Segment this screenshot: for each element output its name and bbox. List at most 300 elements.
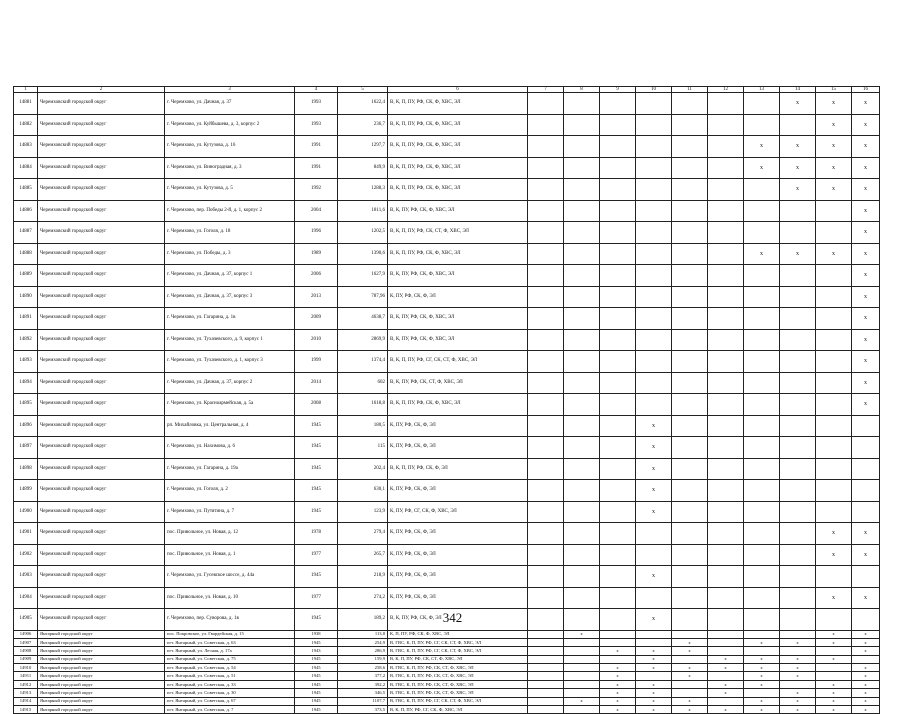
mark-cell-col12: x [708,655,744,663]
mark-cell-col13 [744,523,780,545]
mark-cell-col14 [780,415,816,437]
mark-cell-col13 [744,222,780,244]
mark-cell-col13 [744,179,780,201]
row-id-cell: 14914 [14,697,38,705]
row-id-cell: 14898 [14,458,38,480]
mark-cell-col8: x [564,630,600,638]
mark-cell-col9 [600,458,636,480]
area-cell: 159,9 [338,655,388,663]
mark-cell-col8 [564,458,600,480]
mark-cell-col13 [744,544,780,566]
table-row [14,523,880,545]
mark-cell-col15 [816,437,852,459]
mark-cell-col14: x [780,93,816,115]
row-id-cell: 14883 [14,136,38,158]
mark-cell-col11: x [672,672,708,680]
mark-cell-col10: x [636,706,672,714]
mark-cell-col10 [636,136,672,158]
mark-cell-col9 [600,329,636,351]
mark-cell-col10 [636,308,672,330]
mark-cell-col7 [528,308,564,330]
mark-cell-col16: x [852,587,880,609]
mark-cell-col7 [528,114,564,136]
mark-cell-col13 [744,458,780,480]
mark-cell-col8 [564,689,600,697]
mark-cell-col12 [708,544,744,566]
address-cell: г. Черемхово, ул. Победы, д. 3 [165,243,295,265]
elements-cell: К, П, ПУ, РФ, СК, Ф, ХВС, ЭЛ [388,630,528,638]
mark-cell-col14 [780,566,816,588]
mark-cell-col8 [564,372,600,394]
mark-cell-col10 [636,93,672,115]
mark-cell-col16: x [852,630,880,638]
mark-cell-col16: x [852,680,880,688]
mark-cell-col15 [816,329,852,351]
mark-cell-col10 [636,544,672,566]
area-cell: 1618,8 [338,394,388,416]
mark-cell-col12: x [708,689,744,697]
table-row [14,655,880,663]
mark-cell-col10: x [636,415,672,437]
mark-cell-col13 [744,265,780,287]
address-cell: г. Черемхово, ул. Тухачевского, д. 9, корпус 1 [165,329,295,351]
area-cell: 602 [338,372,388,394]
mark-cell-col11 [672,655,708,663]
mark-cell-col11 [672,630,708,638]
mark-cell-col8 [564,243,600,265]
mark-cell-col16 [852,480,880,502]
district-cell: Черемховский городской округ [38,93,165,115]
area-cell: 392,2 [338,680,388,688]
mark-cell-col12 [708,136,744,158]
mark-cell-col15 [816,664,852,672]
district-cell: Черемховский городской округ [38,437,165,459]
mark-cell-col10: x [636,647,672,655]
mark-cell-col9 [600,437,636,459]
mark-cell-col12 [708,157,744,179]
mark-cell-col10: x [636,566,672,588]
district-cell: Черемховский городской округ [38,308,165,330]
mark-cell-col7 [528,93,564,115]
district-cell: Черемховский городской округ [38,157,165,179]
year-cell: 1999 [295,351,338,373]
row-id-cell: 14896 [14,415,38,437]
mark-cell-col15: x [816,93,852,115]
mark-cell-col14 [780,647,816,655]
mark-cell-col15: x [816,706,852,714]
mark-cell-col10: x [636,437,672,459]
mark-cell-col8 [564,480,600,502]
district-cell: Янтарный городской округ [38,689,165,697]
mark-cell-col9 [600,372,636,394]
mark-cell-col16: x [852,544,880,566]
elements-cell: В, ГВС, К, П, ПУ, РФ, СК, СТ, Ф, ХВС, ЭЛ [388,689,528,697]
mark-cell-col9: x [600,706,636,714]
mark-cell-col11 [672,458,708,480]
mark-cell-col15 [816,200,852,222]
mark-cell-col9 [600,351,636,373]
mark-cell-col13 [744,93,780,115]
column-number-1: 1 [14,87,38,93]
mark-cell-col11: x [672,697,708,705]
mark-cell-col11 [672,372,708,394]
area-cell: 258,6 [338,664,388,672]
mark-cell-col9: x [600,647,636,655]
elements-cell: В, ГВС, К, П, ПУ, РФ, СК, СТ, Ф, ХВС, ЭЛ [388,680,528,688]
mark-cell-col11: x [672,647,708,655]
area-cell: 286,9 [338,647,388,655]
mark-cell-col8 [564,664,600,672]
mark-cell-col13 [744,587,780,609]
area-cell: 123,9 [338,501,388,523]
mark-cell-col11 [672,308,708,330]
elements-cell: К, ПУ, РФ, СГ, СК, Ф, ХВС, ЭЛ [388,501,528,523]
mark-cell-col10: x [636,689,672,697]
mark-cell-col16: x [852,523,880,545]
row-id-cell: 14881 [14,93,38,115]
elements-cell: В, К, ПУ, РФ, СК, Ф, ХВС, ЭЛ [388,265,528,287]
address-cell: г. Черемхово, ул. Дачная, д. 37 [165,93,295,115]
address-cell: г. Черемхово, ул. Кутузова, д. 5 [165,179,295,201]
address-cell: г. Черемхово, ул. Гоголя, д. 18 [165,222,295,244]
column-number-15: 15 [816,87,852,93]
district-cell: Черемховский городской округ [38,523,165,545]
mark-cell-col7 [528,647,564,655]
district-cell: Янтарный городской округ [38,664,165,672]
mark-cell-col10 [636,523,672,545]
mark-cell-col10 [636,157,672,179]
mark-cell-col14: x [780,664,816,672]
mark-cell-col14: x [780,672,816,680]
mark-cell-col10: x [636,664,672,672]
mark-cell-col10 [636,672,672,680]
mark-cell-col16 [852,458,880,480]
address-cell: г. Черемхово, ул. Красноармейская, д. 5а [165,394,295,416]
mark-cell-col14 [780,587,816,609]
mark-cell-col11 [672,351,708,373]
table-row [14,394,880,416]
elements-cell: В, ГВС, К, П, ПУ, РФ, СК, СТ, Ф, ХВС, ЭЛ [388,664,528,672]
mark-cell-col9 [600,480,636,502]
mark-cell-col13: x [744,638,780,646]
area-cell: 279,4 [338,523,388,545]
mark-cell-col14 [780,630,816,638]
address-cell: пгт. Янтарный, ул. Советская, д. 75 [165,655,295,663]
mark-cell-col16: x [852,179,880,201]
district-cell: Черемховский городской округ [38,243,165,265]
elements-cell: В, К, ПУ, РФ, СК, Ф, ЭЛ [388,609,528,631]
mark-cell-col15: x [816,544,852,566]
mark-cell-col11 [672,243,708,265]
mark-cell-col16: x [852,136,880,158]
row-id-cell: 14887 [14,222,38,244]
mark-cell-col10: x [636,680,672,688]
area-cell: 1297,7 [338,136,388,158]
mark-cell-col11 [672,114,708,136]
mark-cell-col13: x [744,697,780,705]
mark-cell-col7 [528,394,564,416]
mark-cell-col8 [564,566,600,588]
column-number-13: 13 [744,87,780,93]
table-row [14,265,880,287]
district-cell: Черемховский городской округ [38,222,165,244]
address-cell: пгт. Янтарный, ул. Советская, д. 54 [165,664,295,672]
year-cell: 1945 [295,638,338,646]
area-cell: 1107,7 [338,697,388,705]
mark-cell-col9: x [600,680,636,688]
mark-cell-col10 [636,114,672,136]
district-cell: Черемховский городской округ [38,394,165,416]
mark-cell-col14 [780,308,816,330]
mark-cell-col7 [528,265,564,287]
mark-cell-col15 [816,308,852,330]
column-number-10: 10 [636,87,672,93]
mark-cell-col10 [636,265,672,287]
row-id-cell: 14909 [14,655,38,663]
address-cell: г. Черемхово, ул. Дачная, д. 37, корпус 3 [165,286,295,308]
mark-cell-col8 [564,523,600,545]
mark-cell-col11 [672,689,708,697]
mark-cell-col16: x [852,706,880,714]
area-cell: 1627,9 [338,265,388,287]
mark-cell-col7 [528,372,564,394]
mark-cell-col8 [564,437,600,459]
area-cell: 787,96 [338,286,388,308]
table-row [14,544,880,566]
table-row [14,680,880,688]
address-cell: г. Черемхово, ул. Гоголя, д. 2 [165,480,295,502]
mark-cell-col13 [744,200,780,222]
mark-cell-col13: x [744,157,780,179]
year-cell: 1945 [295,655,338,663]
mark-cell-col15 [816,351,852,373]
area-cell: 180,5 [338,415,388,437]
mark-cell-col9 [600,136,636,158]
address-cell: пос. Привольное, ул. Новая, д. 1 [165,544,295,566]
mark-cell-col14: x [780,179,816,201]
year-cell: 1945 [295,697,338,705]
district-cell: Черемховский городской округ [38,286,165,308]
mark-cell-col14 [780,222,816,244]
elements-cell: В, К, ПУ, РФ, СК, СТ, Ф, ХВС, ЭЛ [388,372,528,394]
district-cell: Черемховский городской округ [38,609,165,631]
area-cell: 346,5 [338,689,388,697]
address-cell: пгт. Янтарный, ул. Советская, д. 63 [165,638,295,646]
row-id-cell: 14890 [14,286,38,308]
area-cell: 4638,7 [338,308,388,330]
row-id-cell: 14884 [14,157,38,179]
mark-cell-col11: x [672,706,708,714]
row-id-cell: 14891 [14,308,38,330]
address-cell: г. Черемхово, ул. Дачная, д. 37, корпус 2 [165,372,295,394]
year-cell: 1993 [295,114,338,136]
mark-cell-col9 [600,265,636,287]
mark-cell-col16: x [852,394,880,416]
address-cell: г. Черемхово, ул. Куйбышева, д. 3, корпус 2 [165,114,295,136]
elements-cell: В, К, ПУ, РФ, СК, Ф, ХВС, ЭЛ [388,329,528,351]
mark-cell-col12 [708,329,744,351]
address-cell: рп. Михайловка, ул. Центральная, д. 4 [165,415,295,437]
mark-cell-col16: x [852,222,880,244]
page-number: 342 [442,610,463,625]
mark-cell-col15 [816,501,852,523]
table-row [14,697,880,705]
mark-cell-col14 [780,394,816,416]
mark-cell-col7 [528,655,564,663]
mark-cell-col12 [708,523,744,545]
mark-cell-col13 [744,308,780,330]
district-cell: Черемховский городской округ [38,458,165,480]
mark-cell-col9 [600,501,636,523]
mark-cell-col7 [528,200,564,222]
mark-cell-col16 [852,501,880,523]
elements-cell: В, К, П, ПУ, РФ, СГ, СК, СТ, Ф, ХВС, ЭЛ [388,351,528,373]
row-id-cell: 14894 [14,372,38,394]
mark-cell-col13 [744,114,780,136]
mark-cell-col7 [528,672,564,680]
row-id-cell: 14889 [14,265,38,287]
table-row [14,458,880,480]
area-cell: 1374,4 [338,351,388,373]
mark-cell-col8 [564,136,600,158]
address-cell: пгт. Янтарный, ул. Советская, д. 67 [165,697,295,705]
address-cell: пгт. Янтарный, ул. Советская, д. 7 [165,706,295,714]
address-cell: г. Черемхово, ул. Гусевское шоссе, д. 44а [165,566,295,588]
mark-cell-col8 [564,415,600,437]
district-cell: Янтарный городской округ [38,655,165,663]
district-cell: Янтарный городской округ [38,680,165,688]
mark-cell-col8 [564,157,600,179]
mark-cell-col12 [708,437,744,459]
elements-cell: В, ГВС, К, П, ПУ, РФ, СГ, СК, СТ, Ф, ХВС, ЭЛ [388,647,528,655]
mark-cell-col14 [780,329,816,351]
mark-cell-col13 [744,647,780,655]
elements-cell: В, ГВС, К, П, ПУ, РФ, СГ, СК, СТ, Ф, ХВС, ЭЛ [388,638,528,646]
mark-cell-col7 [528,544,564,566]
address-cell: г. Черемхово, пер. Победы 2-й, д. 1, корпус 2 [165,200,295,222]
table-row [14,222,880,244]
mark-cell-col14 [780,458,816,480]
mark-cell-col11 [672,394,708,416]
mark-cell-col13 [744,501,780,523]
mark-cell-col8 [564,200,600,222]
mark-cell-col11 [672,222,708,244]
year-cell: 1991 [295,157,338,179]
mark-cell-col13 [744,351,780,373]
mark-cell-col11: x [672,638,708,646]
mark-cell-col11 [672,680,708,688]
year-cell: 1977 [295,544,338,566]
column-number-12: 12 [708,87,744,93]
row-id-cell: 14904 [14,587,38,609]
area-cell: 1288,3 [338,179,388,201]
mark-cell-col8: x [564,697,600,705]
mark-cell-col11 [672,265,708,287]
table-row [14,93,880,115]
mark-cell-col14: x [780,697,816,705]
table-row [14,372,880,394]
mark-cell-col15: x [816,523,852,545]
year-cell: 1945 [295,437,338,459]
elements-cell: К, ПУ, РФ, СК, Ф, ЭЛ [388,437,528,459]
mark-cell-col13 [744,329,780,351]
address-cell: г. Черемхово, ул. Гагарина, д. 1в [165,308,295,330]
row-id-cell: 14882 [14,114,38,136]
mark-cell-col14: x [780,157,816,179]
elements-cell: В, К, П, ПУ, РФ, СК, Ф, ХВС, ЭЛ [388,136,528,158]
column-number-16: 16 [852,87,880,93]
mark-cell-col11 [672,200,708,222]
row-id-cell: 14902 [14,544,38,566]
mark-cell-col13 [744,372,780,394]
mark-cell-col16 [852,655,880,663]
mark-cell-col16: x [852,286,880,308]
mark-cell-col13 [744,480,780,502]
elements-cell: К, ПУ, РФ, СК, Ф, ЭЛ [388,286,528,308]
mark-cell-col8 [564,706,600,714]
mark-cell-col12 [708,372,744,394]
mark-cell-col10 [636,222,672,244]
mark-cell-col12 [708,394,744,416]
mark-cell-col7 [528,480,564,502]
elements-cell: В, К, П, ПУ, РФ, СК, Ф, ХВС, ЭЛ [388,243,528,265]
mark-cell-col15 [816,222,852,244]
mark-cell-col12 [708,415,744,437]
mark-cell-col7 [528,157,564,179]
mark-cell-col7 [528,243,564,265]
area-cell: 189,2 [338,609,388,631]
row-id-cell: 14893 [14,351,38,373]
area-cell: 202,4 [338,458,388,480]
mark-cell-col14: x [780,638,816,646]
year-cell: 2006 [295,265,338,287]
row-id-cell: 14908 [14,647,38,655]
mark-cell-col8 [564,587,600,609]
year-cell: 1992 [295,179,338,201]
mark-cell-col9 [600,394,636,416]
mark-cell-col9 [600,157,636,179]
mark-cell-col16 [852,415,880,437]
row-id-cell: 14888 [14,243,38,265]
mark-cell-col8 [564,544,600,566]
mark-cell-col7 [528,523,564,545]
mark-cell-col8 [564,114,600,136]
year-cell: 1943 [295,647,338,655]
year-cell: 1945 [295,415,338,437]
mark-cell-col11 [672,286,708,308]
address-cell: пос. Привольное, ул. Новая, д. 12 [165,523,295,545]
row-id-cell: 14885 [14,179,38,201]
mark-cell-col13 [744,437,780,459]
mark-cell-col10: x [636,458,672,480]
mark-cell-col14: x [780,689,816,697]
mark-cell-col15 [816,480,852,502]
district-cell: Черемховский городской округ [38,566,165,588]
table-row [14,136,880,158]
district-cell: Янтарный городской округ [38,638,165,646]
mark-cell-col9: x [600,697,636,705]
mark-cell-col16: x [852,265,880,287]
mark-cell-col8 [564,286,600,308]
area-cell: 373,5 [338,706,388,714]
mark-cell-col7 [528,566,564,588]
mark-cell-col8 [564,394,600,416]
mark-cell-col16: x [852,114,880,136]
year-cell: 1978 [295,523,338,545]
mark-cell-col12 [708,222,744,244]
mark-cell-col7 [528,179,564,201]
elements-cell: К, ПУ, РФ, СК, Ф, ЭЛ [388,523,528,545]
